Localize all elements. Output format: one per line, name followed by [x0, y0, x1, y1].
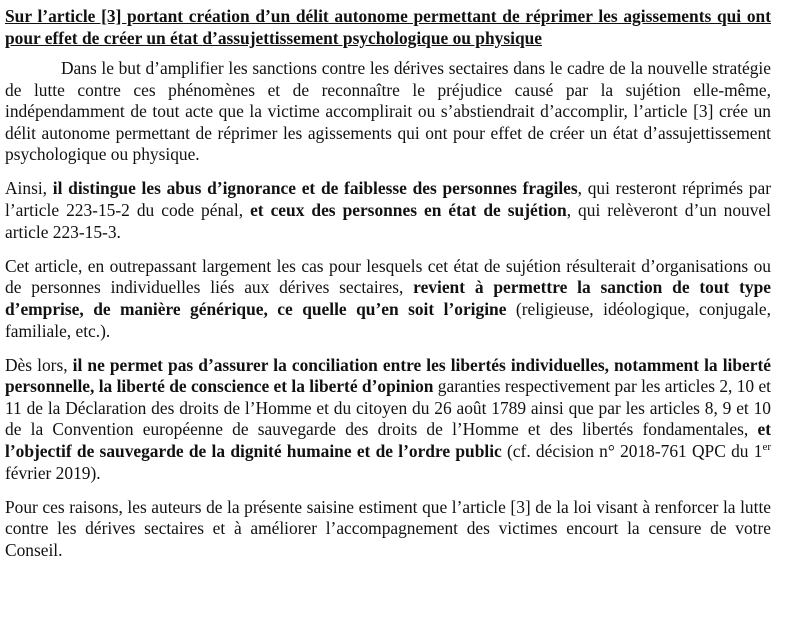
paragraph-3 — [5, 256, 771, 342]
p2-text-1: Ainsi, — [5, 178, 53, 199]
p2-text-3: , qui relèveront d’un nouvel article 223-15-3. — [5, 200, 771, 242]
p4-bold-1: il ne permet pas d’assurer la conciliation entre les libertés individuelles, notamment la liberté personnelle, la liberté de conscience et la liberté d’opinion — [5, 354, 771, 397]
p4-text-2: garanties respectivement par les articles 2, 10 et 11 de la Déclaration des droits de l’Homme et du citoyen du 26 août 1789 ainsi que par les articles 8, 9 et 10 de la Convention européenne de sauvegarde des droits de l’Homme et des libertés fondamentales, — [5, 376, 771, 440]
p4-superscript: er — [762, 441, 771, 454]
p3-text-2: (religieuse, idéologique, conjugale, familiale, etc.). — [5, 298, 771, 341]
p4-text-3: (cf. décision n° 2018-761 QPC du 1 — [501, 441, 763, 461]
p4-text-1: Dès lors, — [5, 354, 73, 375]
p2-text-2: , qui resteront réprimés par l’article 223-15-2 du code pénal, — [5, 178, 771, 221]
paragraph-1: Dans le but d’amplifier les sanctions contre les dérives sectaires dans le cadre de la nouvelle stratégie de lutte contre ces phénomènes et de reconnaître le préjudice causé par la sujétion elle-même, indépendamment de tout acte que la victime accomplirait ou s’abstiendrait d’accomplir, l’article [3] crée un délit autonome permettant de réprimer les agissements qui ont pour effet de créer un état d’assujettissement psychologique ou physique. — [5, 58, 771, 165]
p4-bold-2: et l’objectif de sauvegarde de la dignité humaine et de l’ordre public — [5, 419, 771, 461]
p2-bold-2: et ceux des personnes en état de sujétion — [250, 200, 567, 221]
p3-bold-1: revient à permettre la sanction de tout type d’emprise, de manière générique, ce quelle qu’en soit l’origine — [5, 277, 771, 319]
paragraph-4 — [5, 355, 771, 485]
p3-text-1: Cet article, en outrepassant largement les cas pour lesquels cet état de sujétion résulterait d’organisations ou de personnes individuelles liés aux dérives sectaires, — [5, 255, 771, 298]
section-heading: Sur l’article [3] portant création d’un délit autonome permettant de réprimer les agissements qui ont pour effet de créer un état d’assujettissement psychologique ou physique — [5, 6, 771, 48]
p4-text-4: février 2019). — [5, 462, 101, 483]
paragraph-2 — [5, 178, 771, 243]
paragraph-5: Pour ces raisons, les auteurs de la présente saisine estiment que l’article [3] de la loi visant à renforcer la lutte contre les dérives sectaires et à améliorer l’accompagnement des victimes encourt la censure de votre Conseil. — [5, 496, 771, 560]
p2-bold-1: il distingue les abus d’ignorance et de faiblesse des personnes fragiles — [52, 178, 578, 199]
